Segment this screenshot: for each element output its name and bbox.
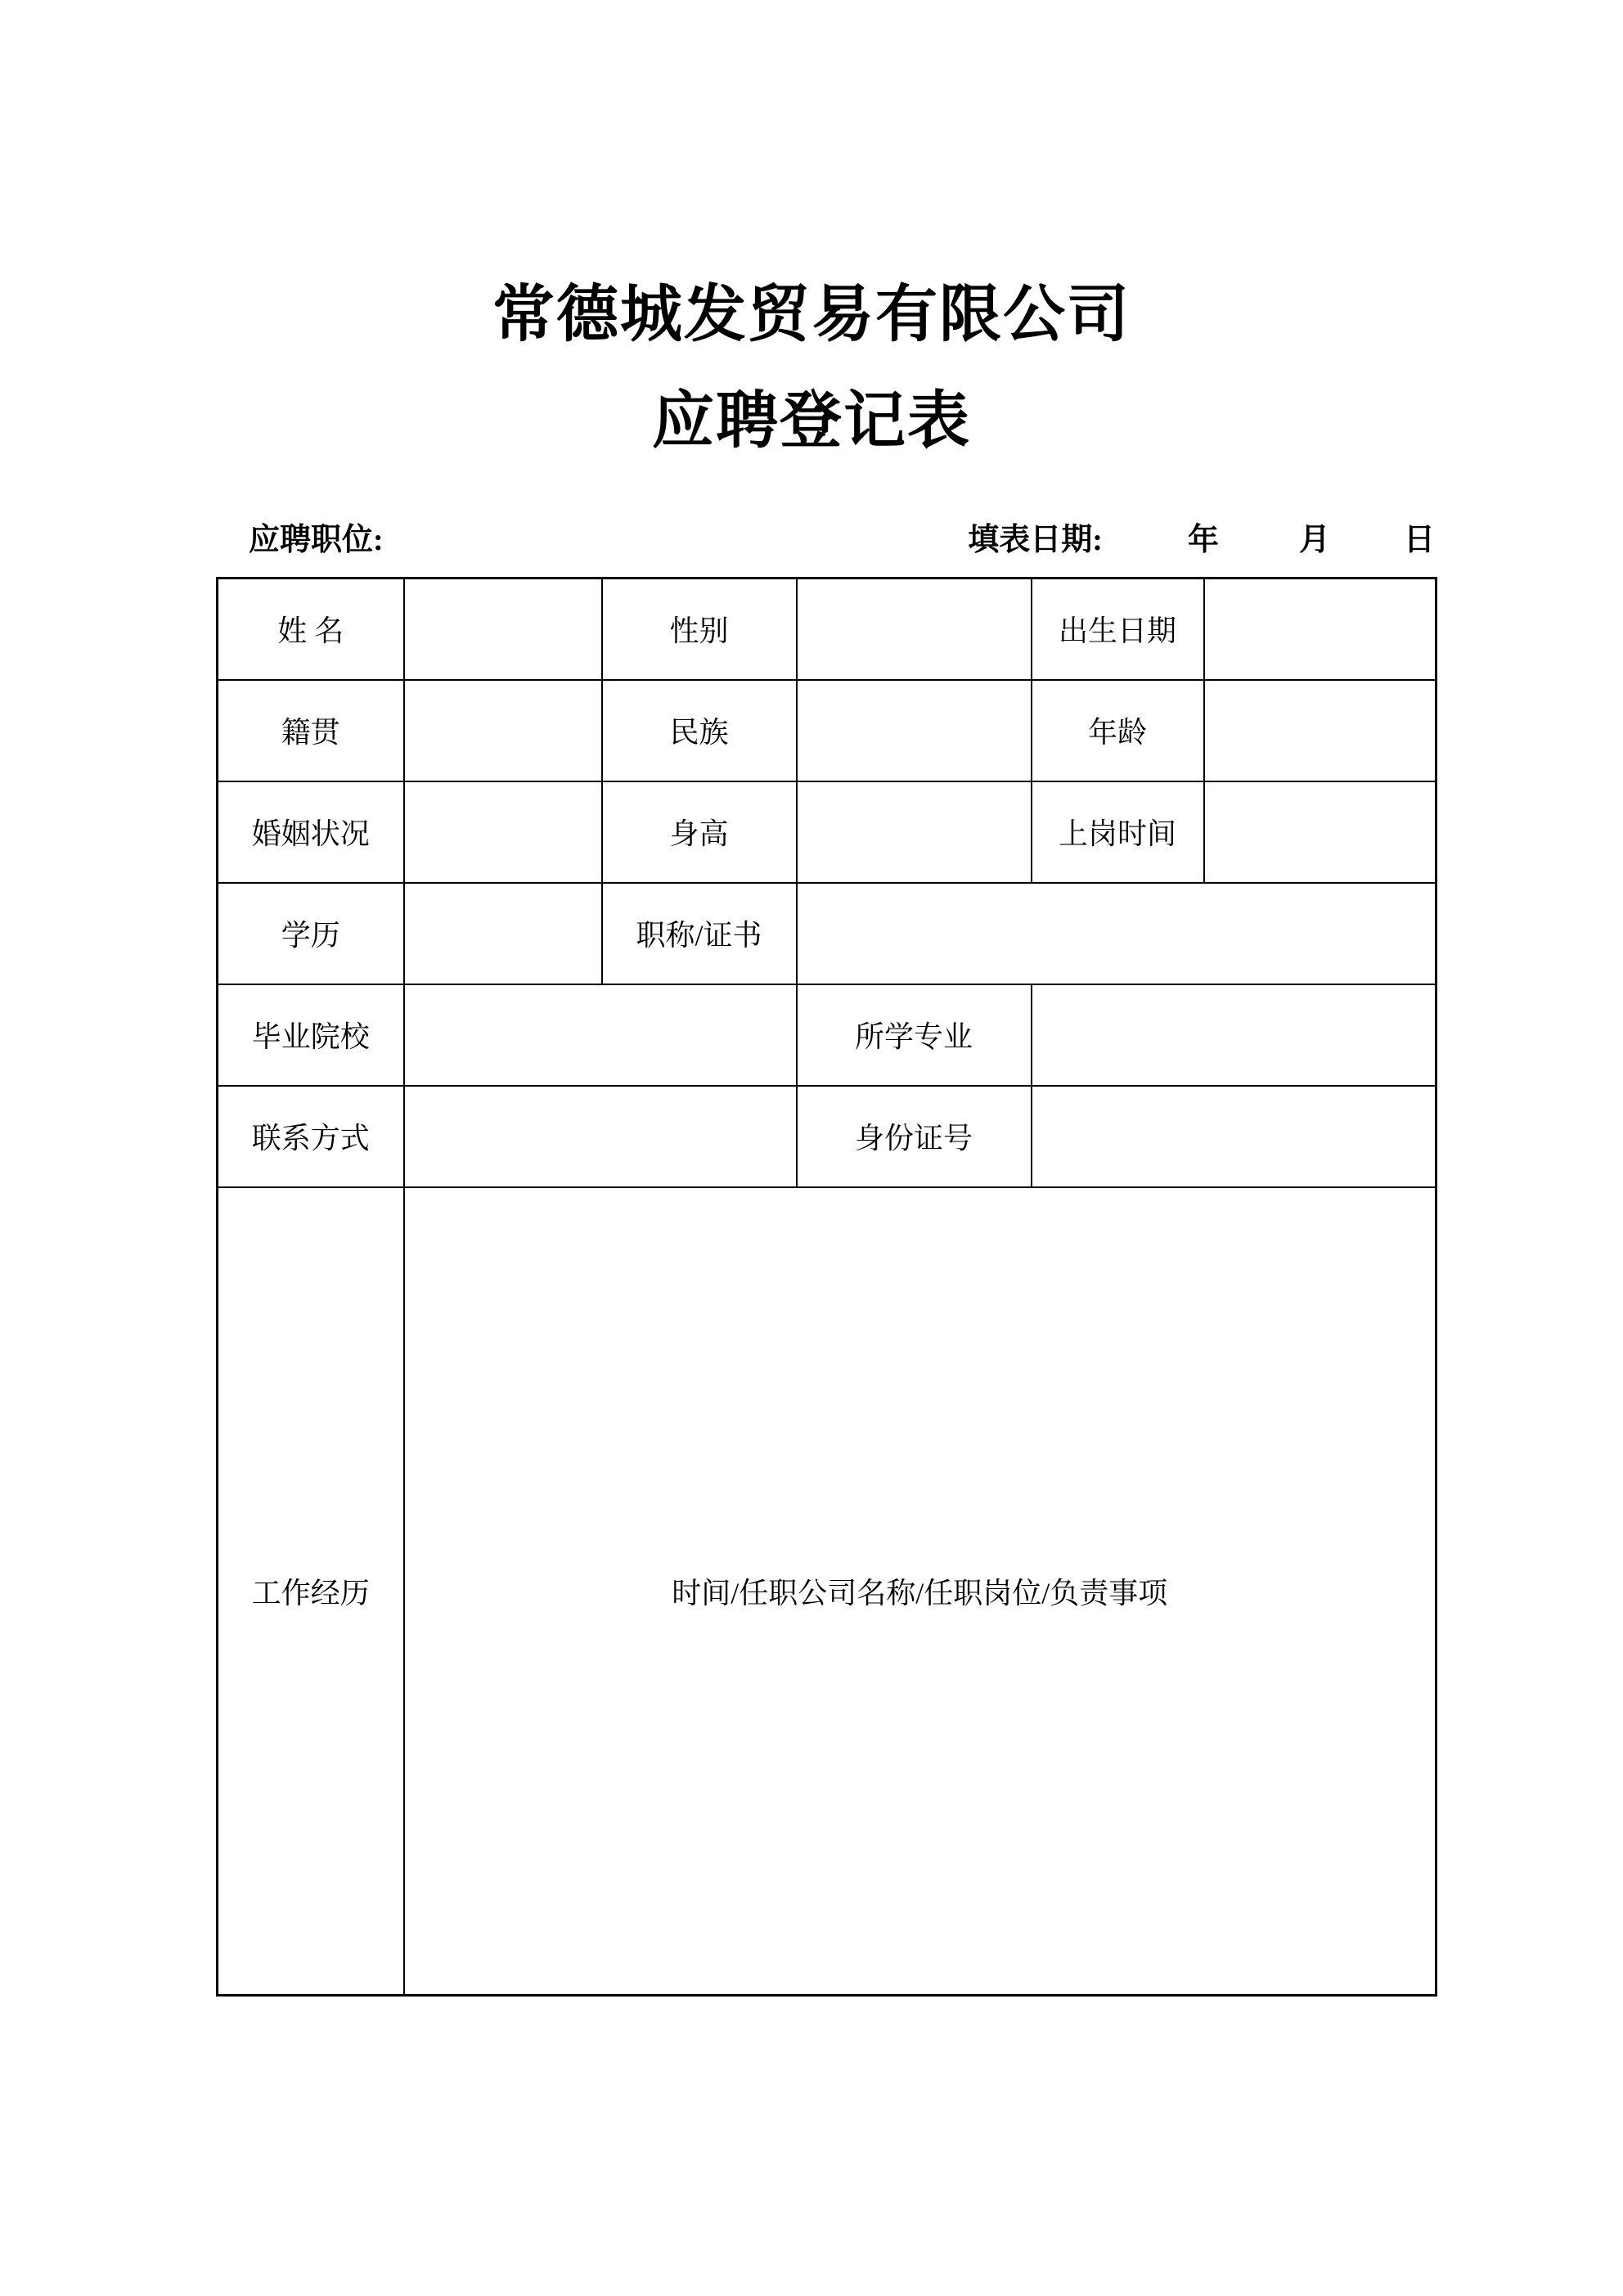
birth-date-input-cell[interactable] (1204, 579, 1436, 680)
table-row (218, 680, 1436, 781)
marital-status-input-cell[interactable] (404, 781, 602, 883)
marital-status-label: 婚姻状况 (218, 781, 404, 883)
age-label: 年龄 (1032, 680, 1204, 781)
name-label: 姓 名 (218, 579, 404, 680)
contact-input-cell[interactable] (404, 1086, 797, 1187)
start-time-input-cell[interactable] (1204, 781, 1436, 883)
date-year-unit: 年 (1187, 522, 1219, 557)
table-row (218, 883, 1436, 984)
work-experience-note: 时间/任职公司名称/任职岗位/负责事项 (672, 1576, 1168, 1609)
id-number-label: 身份证号 (797, 1086, 1032, 1187)
major-input-cell[interactable] (1032, 984, 1436, 1086)
table-row (218, 984, 1436, 1086)
fill-date-label: 填表日期: (968, 522, 1103, 557)
application-form-table (216, 577, 1437, 1997)
native-place-label: 籍贯 (218, 680, 404, 781)
name-input-cell[interactable] (404, 579, 602, 680)
fill-date-group (968, 514, 1435, 559)
company-title: 常德城发贸易有限公司 (492, 281, 1131, 349)
contact-label: 联系方式 (218, 1086, 404, 1187)
graduate-school-input-cell[interactable] (404, 984, 797, 1086)
ethnicity-input-cell[interactable] (797, 680, 1032, 781)
age-input-cell[interactable] (1204, 680, 1436, 781)
ethnicity-label: 民族 (602, 680, 797, 781)
table-row (218, 1086, 1436, 1187)
gender-label: 性别 (602, 579, 797, 680)
id-number-input-cell[interactable] (1032, 1086, 1436, 1187)
table-row (218, 781, 1436, 883)
date-month-unit: 月 (1298, 522, 1330, 557)
title-certificate-input-cell[interactable] (797, 883, 1436, 984)
major-label: 所学专业 (797, 984, 1032, 1086)
title-certificate-label: 职称/证书 (602, 883, 797, 984)
work-experience-input-cell[interactable] (404, 1187, 1436, 1996)
table-row (218, 1187, 1436, 1996)
position-label: 应聘职位: (249, 522, 384, 557)
height-input-cell[interactable] (797, 781, 1032, 883)
graduate-school-label: 毕业院校 (218, 984, 404, 1086)
education-label: 学历 (218, 883, 404, 984)
date-day-unit: 日 (1403, 522, 1435, 557)
education-input-cell[interactable] (404, 883, 602, 984)
birth-date-label: 出生日期 (1032, 579, 1204, 680)
start-time-label: 上岗时间 (1032, 781, 1204, 883)
native-place-input-cell[interactable] (404, 680, 602, 781)
work-experience-label: 工作经历 (218, 1187, 404, 1996)
table-row (218, 579, 1436, 680)
gender-input-cell[interactable] (797, 579, 1032, 680)
meta-row (216, 515, 1435, 556)
height-label: 身高 (602, 781, 797, 883)
form-title: 应聘登记表 (652, 387, 971, 456)
